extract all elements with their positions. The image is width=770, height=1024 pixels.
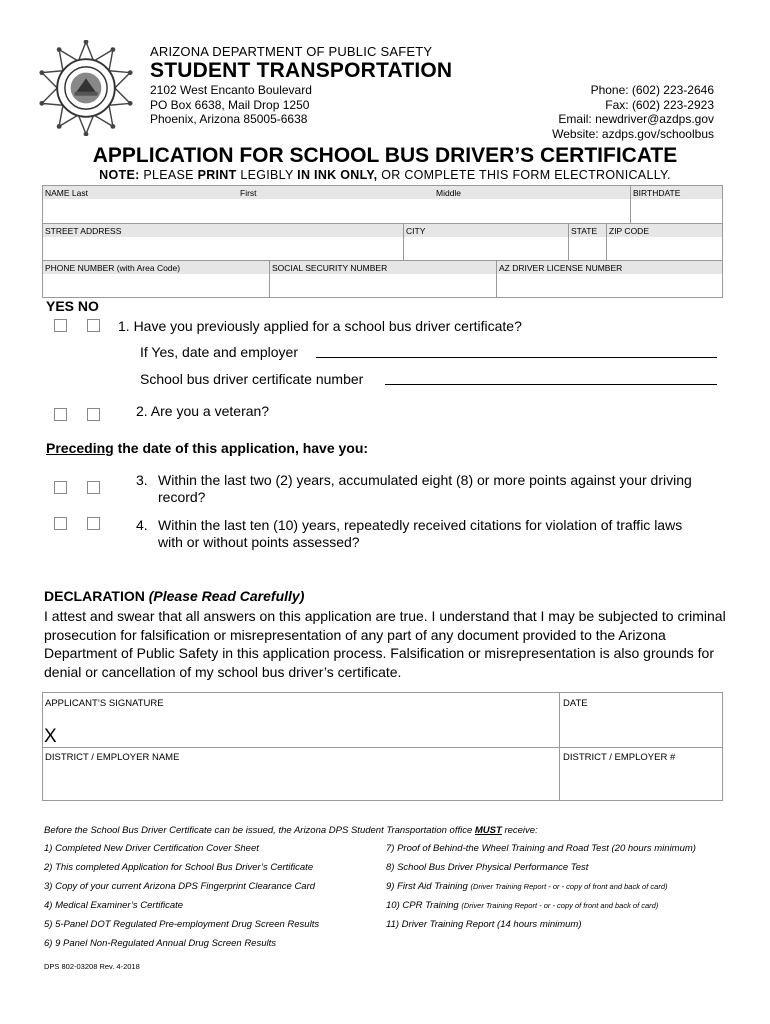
address-line: Phoenix, Arizona 85005-6638: [150, 112, 308, 126]
q1-certificate-number-label: School bus driver certificate number: [140, 371, 364, 387]
q3-no-checkbox[interactable]: [87, 481, 100, 494]
requirement-item: 8) School Bus Driver Physical Performance Test: [386, 862, 589, 873]
note-text: OR COMPLETE THIS FORM ELECTRONICALLY.: [377, 168, 671, 182]
district-employer-number-field[interactable]: [559, 748, 722, 800]
city-label: CITY: [406, 226, 426, 236]
district-employer-name-label: DISTRICT / EMPLOYER NAME: [45, 752, 180, 763]
requirement-note: (Driver Training Report - or - copy of front and back of card): [470, 882, 668, 891]
fax-text: Fax: (602) 223-2923: [605, 97, 714, 112]
dps-star-badge-logo: [38, 40, 134, 136]
declaration-title: DECLARATION: [44, 588, 149, 604]
name-row: [42, 185, 723, 224]
name-field[interactable]: [43, 186, 630, 223]
district-row: [43, 748, 722, 800]
applicant-signature-label: APPLICANT’S SIGNATURE: [45, 698, 164, 709]
question-4-number: 4.: [136, 517, 148, 533]
preceding-text: the date of this application, have you:: [113, 440, 369, 456]
requirement-item: 1) Completed New Driver Certification Cover Sheet: [44, 843, 259, 854]
state-label: STATE: [571, 226, 598, 236]
q4-yes-checkbox[interactable]: [54, 517, 67, 530]
question-1: 1. Have you previously applied for a school bus driver certificate?: [118, 318, 522, 334]
requirement-item: [386, 900, 658, 911]
declaration-heading: [44, 588, 304, 604]
district-employer-name-field[interactable]: [43, 748, 559, 800]
address-line: PO Box 6638, Mail Drop 1250: [150, 97, 310, 112]
signature-x-mark: X: [44, 726, 57, 747]
q3-yes-checkbox[interactable]: [54, 481, 67, 494]
note-text: PLEASE: [139, 168, 198, 182]
first-name-label: First: [240, 188, 257, 198]
requirement-item: [386, 881, 668, 892]
q1-yes-checkbox[interactable]: [54, 319, 67, 332]
mailing-address: [150, 83, 312, 127]
form-note: [0, 168, 770, 182]
state-field[interactable]: [568, 224, 606, 260]
driver-license-field[interactable]: [496, 261, 722, 297]
contact-info: [552, 83, 714, 141]
preceding-word: Preceding: [46, 440, 114, 456]
q2-yes-checkbox[interactable]: [54, 408, 67, 421]
requirement-item: 7) Proof of Behind-the Wheel Training and Road Test (20 hours minimum): [386, 843, 696, 854]
applicant-signature-field[interactable]: [43, 693, 559, 747]
division-title: STUDENT TRANSPORTATION: [150, 59, 453, 82]
question-3: Within the last two (2) years, accumulated eight (8) or more points against your driving record?: [158, 472, 692, 505]
signature-date-label: DATE: [563, 698, 588, 709]
requirements-must: MUST: [474, 825, 502, 836]
note-ink: IN INK ONLY,: [297, 168, 378, 182]
question-3-number: 3.: [136, 472, 148, 488]
middle-name-label: Middle: [436, 188, 462, 198]
ssn-field[interactable]: [269, 261, 496, 297]
form-title: APPLICATION FOR SCHOOL BUS DRIVER’S CERTIFICATE: [92, 144, 678, 167]
district-employer-number-label: DISTRICT / EMPLOYER #: [563, 752, 676, 763]
requirement-item: 2) This completed Application for School Bus Driver’s Certificate: [44, 862, 314, 873]
signature-row: [43, 693, 722, 748]
yes-no-header: YES NO: [46, 298, 99, 314]
form-number-footer: DPS 802-03208 Rev. 4-2018: [44, 962, 140, 971]
phone-number-field[interactable]: [43, 261, 269, 297]
question-4: Within the last ten (10) years, repeatedly received citations for violation of traffic laws with or without points assessed?: [158, 517, 683, 550]
email-text: Email: newdriver@azdps.gov: [558, 112, 714, 126]
preceding-heading: [46, 440, 368, 456]
q1-no-checkbox[interactable]: [87, 319, 100, 332]
requirement-item: 3) Copy of your current Arizona DPS Fingerprint Clearance Card: [44, 881, 316, 892]
q1-date-employer-input[interactable]: [316, 357, 717, 358]
id-row: [42, 261, 723, 298]
driver-license-label: AZ DRIVER LICENSE NUMBER: [499, 263, 623, 273]
street-address-label: STREET ADDRESS: [45, 226, 122, 236]
requirements-heading: [44, 825, 538, 836]
q2-no-checkbox[interactable]: [87, 408, 100, 421]
requirements-heading-text: receive:: [501, 825, 538, 836]
requirement-text: 9) First Aid Training: [386, 881, 471, 892]
requirement-item: 6) 9 Panel Non-Regulated Annual Drug Screen Results: [44, 938, 277, 949]
q1-certificate-number-input[interactable]: [385, 384, 717, 385]
address-line: 2102 West Encanto Boulevard: [150, 83, 312, 97]
phone-text: Phone: (602) 223-2646: [590, 83, 714, 97]
ssn-label: SOCIAL SECURITY NUMBER: [272, 263, 388, 273]
requirement-note: (Driver Training Report - or - copy of front and back of card): [461, 901, 659, 910]
note-prefix: NOTE:: [99, 168, 140, 182]
question-2: 2. Are you a veteran?: [136, 403, 270, 419]
phone-number-label: PHONE NUMBER (with Area Code): [45, 263, 181, 273]
q4-no-checkbox[interactable]: [87, 517, 100, 530]
address-row: [42, 224, 723, 261]
note-text: LEGIBLY: [236, 168, 298, 182]
requirement-text: 10) CPR Training: [386, 900, 462, 911]
requirement-item: 4) Medical Examiner’s Certificate: [44, 900, 184, 911]
birthdate-field[interactable]: [630, 186, 722, 223]
requirements-heading-text: Before the School Bus Driver Certificate can be issued, the Arizona DPS Student Transportation office: [44, 825, 475, 836]
applicant-info-grid: [42, 185, 723, 298]
q1-date-employer-label: If Yes, date and employer: [140, 344, 298, 360]
signature-date-field[interactable]: [559, 693, 722, 747]
signature-table: [42, 692, 723, 801]
requirement-item: 5) 5-Panel DOT Regulated Pre-employment Drug Screen Results: [44, 919, 320, 930]
birthdate-label: BIRTHDATE: [633, 188, 681, 198]
zip-code-field[interactable]: [606, 224, 722, 260]
website-text: Website: azdps.gov/schoolbus: [552, 126, 714, 141]
note-print: PRINT: [197, 168, 237, 182]
city-field[interactable]: [403, 224, 568, 260]
name-last-label: NAME Last: [45, 188, 88, 198]
street-address-field[interactable]: [43, 224, 403, 260]
requirement-item: 11) Driver Training Report (14 hours minimum): [386, 919, 582, 930]
zip-code-label: ZIP CODE: [609, 226, 649, 236]
declaration-text: I attest and swear that all answers on this application are true. I understand that I may be subjected to criminal prosecution for falsification or misrepresentation of any part of any document provided to the Arizona Department of Public Safety in this application process. Falsification or misrepresentation is also grounds for denial or cancellation of my school bus driver’s certificate.: [44, 608, 726, 680]
declaration-subtitle: (Please Read Carefully): [148, 588, 305, 604]
agency-name: ARIZONA DEPARTMENT OF PUBLIC SAFETY: [150, 44, 433, 59]
